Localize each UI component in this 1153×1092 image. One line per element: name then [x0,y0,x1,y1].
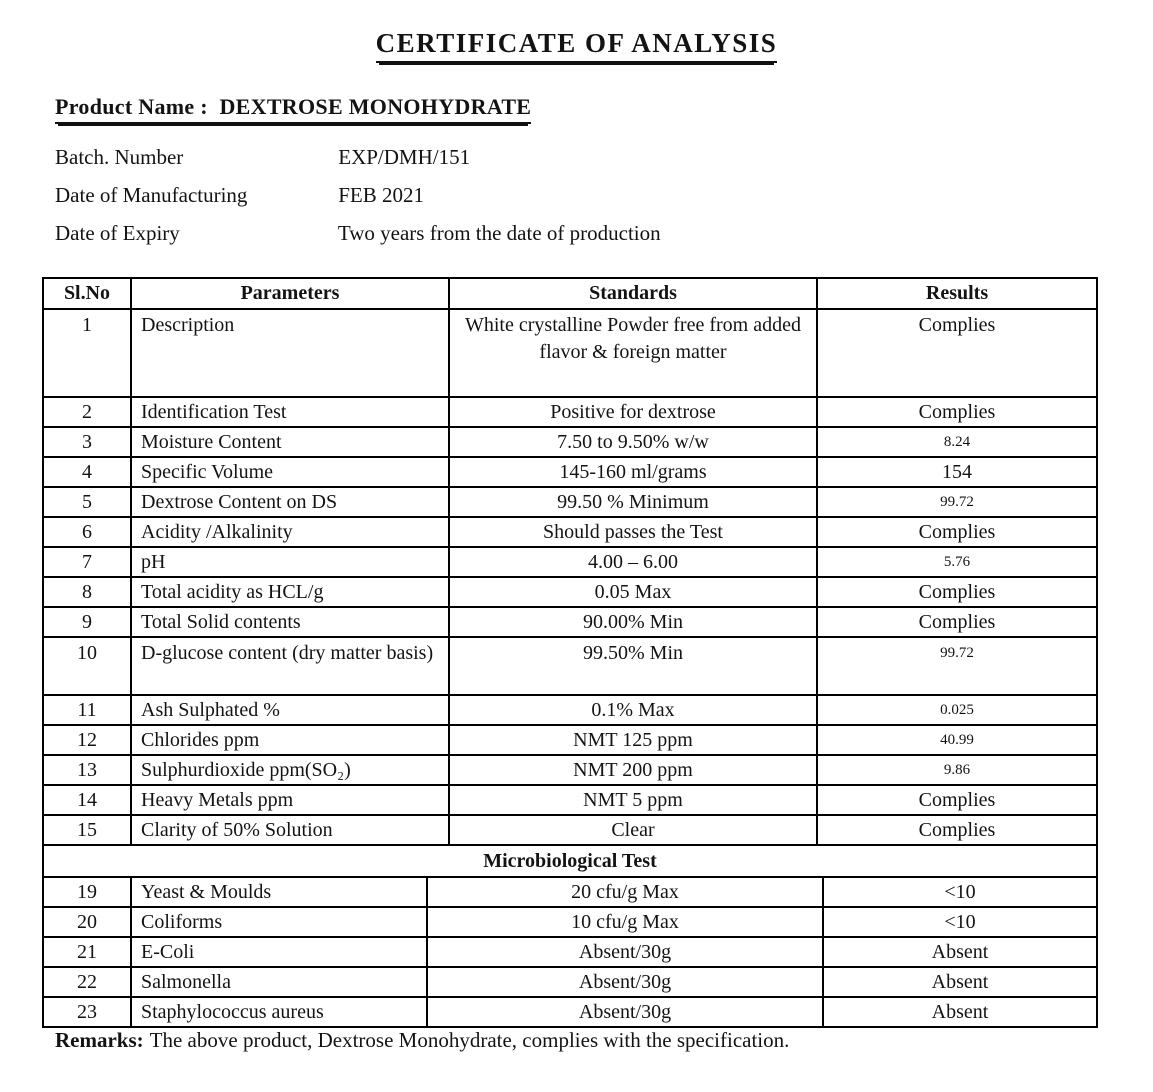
row-parameter: Specific Volume [130,458,448,486]
row-slno: 22 [77,970,97,993]
table-row [44,426,1096,456]
table-row [44,546,1096,576]
row-parameter: Salmonella [130,968,426,996]
row-standard: Absent/30g [426,998,822,1026]
table-row [44,784,1096,814]
table-row [44,308,1096,396]
certificate-title: CERTIFICATE OF ANALYSIS [376,28,778,63]
header-standards: Standards [448,279,816,308]
row-standard: 0.1% Max [448,696,816,724]
row-standard: 10 cfu/g Max [426,908,822,936]
analysis-table [42,277,1098,1028]
row-slno: 15 [77,818,97,841]
table-row [44,576,1096,606]
row-standard: NMT 125 ppm [448,726,816,754]
row-result: 40.99 [816,726,1096,754]
header-slno: Sl.No [63,282,111,304]
row-standard: 99.50 % Minimum [448,488,816,516]
table-row [44,456,1096,486]
row-parameter: Moisture Content [130,428,448,456]
row-slno: 6 [82,520,92,543]
header-results: Results [816,279,1096,308]
table-row [44,906,1096,936]
row-result: Absent [822,998,1096,1026]
row-standard: 99.50% Min [448,638,816,694]
table-row [44,936,1096,966]
table-row [44,396,1096,426]
expiry-date-value: Two years from the date of production [337,221,661,245]
row-slno: 21 [77,940,97,963]
table-row [44,814,1096,844]
row-standard: 20 cfu/g Max [426,878,822,906]
row-slno: 14 [77,788,97,811]
product-name [55,94,531,124]
manufacturing-date-row [55,176,661,214]
table-row [44,754,1096,784]
row-slno: 4 [82,460,92,483]
row-parameter: Acidity /Alkalinity [130,518,448,546]
row-standard: 7.50 to 9.50% w/w [448,428,816,456]
row-parameter: Total acidity as HCL/g [130,578,448,606]
table-row [44,636,1096,694]
row-slno: 9 [82,610,92,633]
row-standard: 145-160 ml/grams [448,458,816,486]
table-row [44,876,1096,906]
row-parameter: Staphylococcus aureus [130,998,426,1026]
row-result: <10 [822,908,1096,936]
row-result: Complies [816,816,1096,844]
row-slno: 8 [82,580,92,603]
row-result: 0.025 [816,696,1096,724]
row-parameter: Coliforms [130,908,426,936]
row-parameter: Chlorides ppm [130,726,448,754]
row-standard: NMT 5 ppm [448,786,816,814]
row-standard: Should passes the Test [448,518,816,546]
product-name-label: Product Name : [55,94,208,119]
row-standard: Positive for dextrose [448,398,816,426]
row-result: 99.72 [816,488,1096,516]
product-name-line [55,94,531,124]
row-standard: Absent/30g [426,938,822,966]
row-result: Complies [816,578,1096,606]
row-slno: 12 [77,728,97,751]
row-result: 154 [816,458,1096,486]
row-slno: 19 [77,880,97,903]
batch-number-value: EXP/DMH/151 [338,145,471,169]
row-standard: 0.05 Max [448,578,816,606]
row-result: Absent [822,938,1096,966]
row-parameter: Yeast & Moulds [130,878,426,906]
row-slno: 10 [77,642,97,664]
certificate-title-wrap [0,28,1153,63]
row-parameter: Ash Sulphated % [130,696,448,724]
row-slno: 23 [77,1000,97,1023]
table-row [44,486,1096,516]
row-slno: 2 [82,400,92,423]
row-result: Complies [816,786,1096,814]
batch-meta-block [55,138,661,252]
row-slno: 1 [82,314,92,336]
batch-number-row [55,138,661,176]
table-row [44,996,1096,1026]
row-slno: 3 [82,430,92,453]
remarks-label: Remarks: [55,1028,144,1052]
microbiological-section-header: Microbiological Test [44,844,1096,876]
row-parameter: Heavy Metals ppm [130,786,448,814]
row-standard: 4.00 – 6.00 [448,548,816,576]
row-slno: 5 [82,490,92,513]
row-result: 99.72 [816,638,1096,694]
row-standard: White crystalline Powder free from added flavor & foreign matter [448,310,816,396]
table-header-row [44,279,1096,308]
row-slno: 7 [82,550,92,573]
table-row [44,516,1096,546]
row-result: Complies [816,310,1096,396]
microbiological-table-body [44,876,1096,1026]
row-result: 8.24 [816,428,1096,456]
expiry-date-row [55,214,661,252]
row-slno: 13 [77,758,97,781]
manufacturing-date-value: FEB 2021 [338,183,425,207]
row-parameter: E-Coli [130,938,426,966]
table-body [44,308,1096,844]
row-result: 9.86 [816,756,1096,784]
row-result: 5.76 [816,548,1096,576]
remarks-text: The above product, Dextrose Monohydrate, complies with the specification. [149,1028,790,1052]
table-row [44,966,1096,996]
row-parameter: Description [130,310,448,396]
row-parameter: Total Solid contents [130,608,448,636]
remarks-line [55,1028,789,1053]
row-result: Complies [816,518,1096,546]
table-row [44,694,1096,724]
row-parameter: Sulphurdioxide ppm(SO₂) [130,756,448,784]
row-result: <10 [822,878,1096,906]
row-parameter: Dextrose Content on DS [130,488,448,516]
row-standard: NMT 200 ppm [448,756,816,784]
row-result: Complies [816,398,1096,426]
row-result: Complies [816,608,1096,636]
table-row [44,606,1096,636]
row-parameter: D-glucose content (dry matter basis) [130,638,448,694]
row-slno: 11 [77,698,97,721]
row-slno: 20 [77,910,97,933]
row-parameter: Clarity of 50% Solution [130,816,448,844]
row-parameter: Identification Test [130,398,448,426]
product-name-value: DEXTROSE MONOHYDRATE [219,94,532,119]
expiry-date-label: Date of Expiry [55,221,180,245]
row-parameter: pH [130,548,448,576]
row-standard: 90.00% Min [448,608,816,636]
row-standard: Clear [448,816,816,844]
manufacturing-date-label: Date of Manufacturing [55,183,248,207]
row-standard: Absent/30g [426,968,822,996]
batch-number-label: Batch. Number [55,145,184,169]
table-row [44,724,1096,754]
header-parameters: Parameters [130,279,448,308]
row-result: Absent [822,968,1096,996]
